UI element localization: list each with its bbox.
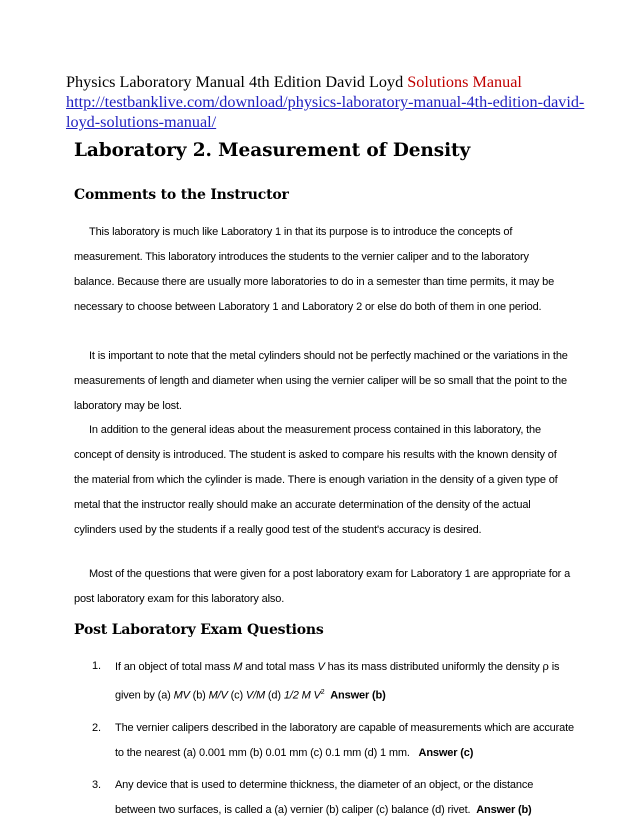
header-url-link[interactable]	[66, 92, 586, 132]
header-block	[66, 72, 586, 132]
question-text: (c)	[227, 689, 246, 702]
question-number: 3.	[92, 778, 101, 791]
header-url-part1: http://testbanklive.com/download/physics-laboratory-manual-4th-edition-david-	[66, 93, 585, 111]
question-text: (b)	[189, 689, 209, 702]
question-text: (d)	[265, 689, 284, 702]
question-text: and total mass	[242, 661, 318, 673]
question-text: If an object of total mass	[115, 661, 234, 673]
question-number: 1.	[92, 660, 101, 672]
question-text: has its mass distributed uniformly the density	[324, 661, 543, 673]
question-2	[74, 716, 574, 766]
question-number: 2.	[92, 721, 101, 734]
option-c: V/M	[245, 689, 266, 702]
paragraph-3: In addition to the general ideas about the measurement process contained in this laboratory, the concept of density is introduced. The student is asked to compare his results with the known density of the material from which the cylinder is made. There is enough variation in the density of a given type of metal that the instructor really should make an accurate determination of the density of the actual cylinders used by the students if a really good test of the student's accuracy is desired.	[74, 424, 558, 536]
answer: Answer (b)	[330, 689, 386, 702]
section-heading-comments: Comments to the Instructor	[74, 187, 289, 203]
question-1	[74, 654, 574, 709]
question-text: Any device that is used to determine thickness, the diameter of an object, or the distance between two surfaces, is called a (a) vernier (b) caliper (c) balance (d) rivet.	[115, 778, 534, 816]
section-heading-exam: Post Laboratory Exam Questions	[74, 622, 324, 638]
var-mass: M	[233, 661, 243, 673]
option-a: MV	[173, 689, 190, 702]
answer: Answer (c)	[418, 746, 474, 759]
superscript: 2	[320, 689, 325, 696]
exam-questions-list	[74, 654, 574, 830]
rho-symbol: ρ	[542, 660, 549, 673]
question-text: The vernier calipers described in the laboratory are capable of measurements which are accurate to the nearest (a) 0.001 mm (b) 0.01 mm (c) 0.1 mm (d) 1 mm.	[115, 721, 574, 759]
answer: Answer (b)	[476, 803, 532, 816]
option-b: M/V	[208, 689, 228, 702]
question-text: is given by (a)	[115, 661, 560, 702]
paragraph-1: This laboratory is much like Laboratory 1 in that its purpose is to introduce the concepts of measurement. This laboratory introduces the students to the vernier caliper and to the laboratory balance. Because there are usually more laboratories to do in a semester than time permits, it may be necessary to choose between Laboratory 1 and Laboratory 2 or else do both of them in one period.	[74, 226, 555, 313]
option-d: 1/2 M V	[283, 689, 321, 702]
page-title: Laboratory 2. Measurement of Density	[74, 140, 471, 161]
var-volume: V	[317, 661, 325, 673]
header-title-line	[66, 72, 586, 92]
header-highlight: Solutions Manual	[407, 73, 522, 91]
header-title: Physics Laboratory Manual 4th Edition David Loyd	[66, 73, 408, 91]
paragraph-2: It is important to note that the metal cylinders should not be perfectly machined or the variations in the measurements of length and diameter when using the vernier caliper will be so small that the point to the laboratory may be lost.	[74, 350, 568, 412]
question-3	[74, 773, 574, 823]
paragraph-4: Most of the questions that were given for a post laboratory exam for Laboratory 1 are appropriate for a post laboratory exam for this laboratory also.	[74, 568, 571, 605]
header-url-part2: loyd-solutions-manual/	[66, 113, 217, 131]
